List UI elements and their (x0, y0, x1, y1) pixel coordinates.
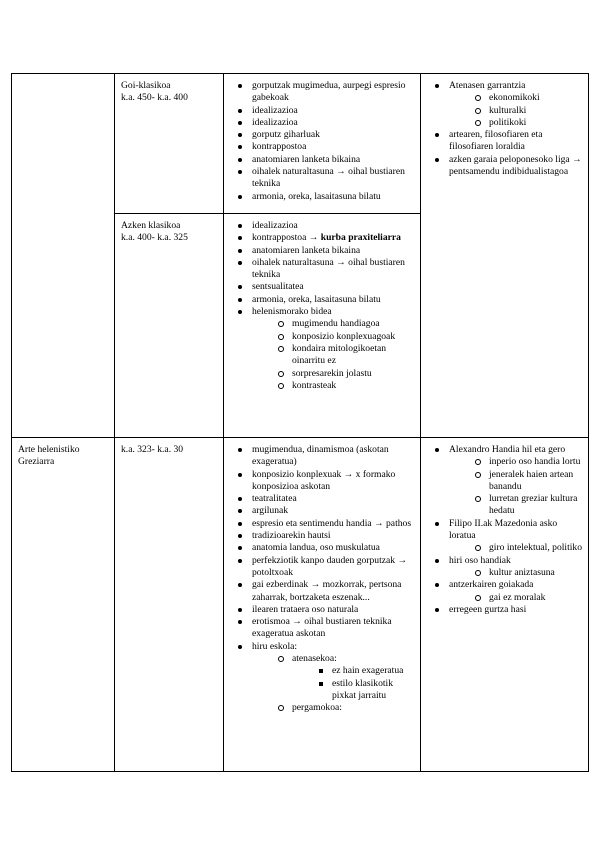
bold-term: kurba praxiteliarra (320, 232, 401, 244)
list-item: estilo klasikotik pixkat jarraitu (310, 678, 414, 703)
style-cell-hellenistic (12, 438, 115, 772)
list-item: pergamokoa: (270, 702, 414, 714)
list-item: helenismorako bidea mugimendu handiagoa konposizio konplexuagoak kondaira mitologikoetan oinarritu ez sorpresarekin jolastu kontrasteak (230, 306, 414, 392)
list-item: armonia, oreka, lasaitasuna bilatu (230, 294, 414, 306)
list-item: perfekziotik kanpo dauden gorputzak → potoltxoak (230, 555, 414, 580)
art-history-table (11, 73, 589, 772)
list-item: Filipo II.ak Mazedonia asko loratua giro intelektual, politiko (427, 518, 582, 555)
list-item: sorpresarekin jolastu (270, 368, 414, 380)
list-item: espresio eta sentimendu handia → pathos (230, 518, 414, 530)
period-cell (115, 438, 224, 772)
list-item: gai ezberdinak → mozkorrak, pertsona zaharrak, bortzaketa eszenak... (230, 579, 414, 604)
period-dates: k.a. 400- k.a. 325 (121, 232, 188, 244)
style-name: Arte helenistiko Greziarra (18, 444, 80, 468)
period-cell (115, 74, 224, 214)
list-item: politikoki (467, 117, 582, 129)
list-item: ilearen trataera oso naturala (230, 604, 414, 616)
list-item: kulturalki (467, 105, 582, 117)
list-item: anatomiaren lanketa bikaina (230, 154, 414, 166)
list-item: gorputz giharluak (230, 129, 414, 141)
context-cell (421, 74, 589, 438)
features-cell (224, 74, 421, 214)
list-item: atenasekoa: ez hain exageratua estilo klasikotik pixkat jarraitu (270, 653, 414, 702)
list-item: tradizioarekin hautsi (230, 530, 414, 542)
list-item: idealizazioa (230, 117, 414, 129)
list-item: azken garaia peloponesoko liga → pentsamendu indibidualistagoa (427, 154, 582, 179)
list-item: gai ez moralak (467, 592, 582, 604)
list-item: konposizio konplexuak → x formako konposizioa askotan (230, 469, 414, 494)
list-item: erregeen gurtza hasi (427, 604, 582, 616)
list-item: kontrappostoa → kurba praxiteliarra (230, 232, 414, 244)
list-item: kontrappostoa (230, 141, 414, 153)
features-cell (224, 438, 421, 772)
list-item: kultur aniztasuna (467, 567, 582, 579)
style-cell-classical (12, 74, 115, 438)
list-item: inperio oso handia lortu (467, 456, 582, 468)
list-item: sentsualitatea (230, 281, 414, 293)
list-item: kontrasteak (270, 380, 414, 392)
list-item: armonia, oreka, lasaitasuna bilatu (230, 191, 414, 203)
period-name: Goi-klasikoa (121, 80, 171, 91)
list-item: Atenasen garrantzia ekonomikoki kulturalki politikoki (427, 80, 582, 129)
list-item: mugimendu handiagoa (270, 318, 414, 330)
list-item: lurretan greziar kultura hedatu (467, 493, 582, 518)
period-dates: k.a. 450- k.a. 400 (121, 92, 188, 104)
list-item: hiri oso handiak kultur aniztasuna (427, 555, 582, 580)
period-cell (115, 214, 224, 438)
list-item: anatomiaren lanketa bikaina (230, 245, 414, 257)
features-cell (224, 214, 421, 438)
list-item: idealizazioa (230, 105, 414, 117)
list-item: erotismoa → oihal bustiaren teknika exageratua askotan (230, 616, 414, 641)
list-item: anatomia landua, oso muskulatua (230, 542, 414, 554)
list-item: ez hain exageratua (310, 665, 414, 677)
list-item: konposizio konplexuagoak (270, 331, 414, 343)
list-item: ekonomikoki (467, 92, 582, 104)
list-item: artearen, filosofiaren eta filosofiaren loraldia (427, 129, 582, 154)
list-item: teatralitatea (230, 493, 414, 505)
list-item: oihalek naturaltasuna → oihal bustiaren teknika (230, 166, 414, 191)
list-item: jeneralek haien artean banandu (467, 469, 582, 494)
list-item: idealizazioa (230, 220, 414, 232)
list-item: hiru eskola: atenasekoa: ez hain exageratua estilo klasikotik pixkat jarraitu pergamokoa: (230, 641, 414, 715)
list-item: argilunak (230, 505, 414, 517)
list-item: kondaira mitologikoetan oinarritu ez (270, 343, 414, 368)
list-item: antzerkairen goiakada gai ez moralak (427, 579, 582, 604)
context-cell (421, 438, 589, 772)
period-dates: k.a. 323- k.a. 30 (121, 444, 184, 455)
list-item: giro intelektual, politiko (467, 542, 582, 554)
period-name: Azken klasikoa (121, 220, 181, 231)
list-item: mugimendua, dinamismoa (askotan exageratua) (230, 444, 414, 469)
table-row (12, 74, 589, 214)
table-row (12, 438, 589, 772)
list-item: Alexandro Handia hil eta gero inperio oso handia lortu jeneralek haien artean banandu lurretan greziar kultura hedatu (427, 444, 582, 518)
list-item: oihalek naturaltasuna → oihal bustiaren teknika (230, 257, 414, 282)
list-item: gorputzak mugimedua, aurpegi espresio gabekoak (230, 80, 414, 105)
